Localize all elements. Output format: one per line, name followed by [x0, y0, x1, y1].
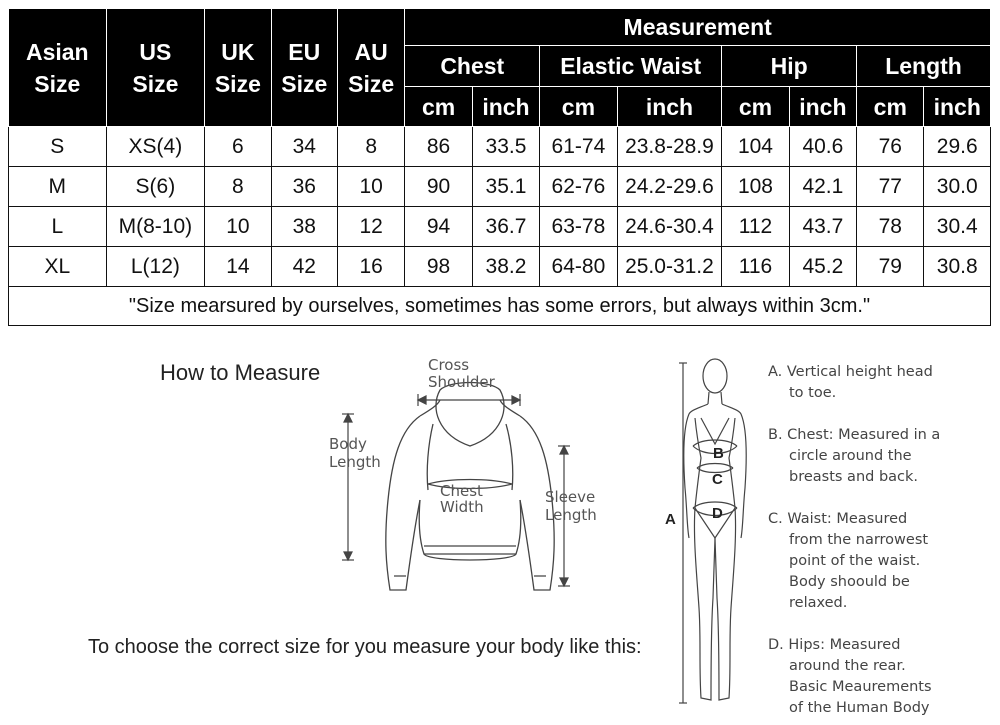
legend-entry-c	[768, 509, 928, 614]
header-unit: inch	[472, 87, 539, 127]
table-row	[9, 247, 991, 287]
instruction-text: To choose the correct size for you measure your body like this:	[88, 636, 642, 658]
label-b: B	[713, 445, 724, 462]
table-row	[9, 127, 991, 167]
table-cell: 33.5	[472, 127, 539, 167]
header-unit: inch	[617, 87, 722, 127]
table-cell: 43.7	[789, 207, 856, 247]
table-cell: 61-74	[540, 127, 617, 167]
table-cell: 8	[205, 167, 271, 207]
table-cell: 8	[337, 127, 404, 167]
table-cell: 63-78	[540, 207, 617, 247]
header-us-size: US Size	[106, 9, 205, 127]
header-unit: cm	[540, 87, 617, 127]
header-eu-size: EU Size	[271, 9, 337, 127]
label-a: A	[665, 511, 676, 528]
legend-entry-d	[768, 635, 932, 719]
table-cell: 34	[271, 127, 337, 167]
table-cell: 24.2-29.6	[617, 167, 722, 207]
table-cell: 30.8	[924, 247, 991, 287]
legend-line: circle around the	[789, 448, 912, 464]
legend-line: B. Chest: Measured in a	[768, 427, 941, 443]
table-cell: 86	[405, 127, 472, 167]
table-cell: 24.6-30.4	[617, 207, 722, 247]
table-cell: M(8-10)	[106, 207, 205, 247]
header-unit: inch	[924, 87, 991, 127]
table-cell: 36.7	[472, 207, 539, 247]
legend-line: A. Vertical height head	[768, 364, 933, 380]
table-cell: 42.1	[789, 167, 856, 207]
table-cell: 40.6	[789, 127, 856, 167]
table-note: "Size mearsured by ourselves, sometimes has some errors, but always within 3cm."	[9, 287, 991, 326]
table-cell: 78	[857, 207, 924, 247]
table-cell: 62-76	[540, 167, 617, 207]
header-asian-size: Asian Size	[9, 9, 107, 127]
header-unit: cm	[857, 87, 924, 127]
table-cell: 30.4	[924, 207, 991, 247]
body-length-label-2: Length	[329, 453, 381, 471]
legend-line: Body shoould be	[789, 574, 910, 590]
body-measure-diagram	[655, 348, 765, 725]
table-cell: S(6)	[106, 167, 205, 207]
header-hip: Hip	[722, 46, 857, 87]
table-cell: 10	[337, 167, 404, 207]
table-cell: L	[9, 207, 107, 247]
table-cell: 23.8-28.9	[617, 127, 722, 167]
how-to-measure-title: How to Measure	[160, 360, 321, 385]
label-c: C	[712, 471, 723, 488]
table-cell: 98	[405, 247, 472, 287]
table-cell: 38	[271, 207, 337, 247]
header-measurement: Measurement	[405, 9, 991, 46]
table-cell: 10	[205, 207, 271, 247]
header-unit: cm	[405, 87, 472, 127]
header-elastic-waist: Elastic Waist	[540, 46, 722, 87]
table-cell: 12	[337, 207, 404, 247]
table-cell: 29.6	[924, 127, 991, 167]
header-chest: Chest	[405, 46, 540, 87]
table-cell: XL	[9, 247, 107, 287]
table-cell: 90	[405, 167, 472, 207]
table-cell: 64-80	[540, 247, 617, 287]
table-row	[9, 167, 991, 207]
table-cell: 45.2	[789, 247, 856, 287]
table-cell: 112	[722, 207, 789, 247]
table-cell: S	[9, 127, 107, 167]
legend-entry-a	[768, 362, 933, 404]
human-body-outline	[684, 359, 746, 700]
size-table-body	[9, 127, 991, 326]
table-cell: XS(4)	[106, 127, 205, 167]
legend-line: from the narrowest	[789, 532, 929, 548]
legend-line: C. Waist: Measured	[768, 511, 908, 527]
table-cell: 116	[722, 247, 789, 287]
header-unit: cm	[722, 87, 789, 127]
table-cell: 77	[857, 167, 924, 207]
table-cell: 42	[271, 247, 337, 287]
body-length-label-1: Body	[329, 435, 367, 453]
header-length: Length	[857, 46, 991, 87]
table-cell: 16	[337, 247, 404, 287]
table-cell: 104	[722, 127, 789, 167]
shirt-measure-diagram	[320, 350, 620, 600]
legend-line: around the rear.	[789, 658, 906, 674]
table-cell: L(12)	[106, 247, 205, 287]
table-cell: 76	[857, 127, 924, 167]
legend-line: breasts and back.	[789, 469, 919, 485]
table-cell: 36	[271, 167, 337, 207]
sleeve-length-label-2: Length	[545, 506, 597, 524]
table-cell: 35.1	[472, 167, 539, 207]
table-cell: 38.2	[472, 247, 539, 287]
cross-shoulder-label-1: Cross	[428, 356, 470, 374]
header-unit: inch	[789, 87, 856, 127]
legend-line: relaxed.	[789, 595, 848, 611]
sleeve-length-label-1: Sleeve	[545, 488, 596, 506]
legend-line: of the Human Body	[789, 700, 930, 716]
legend-entry-b	[768, 425, 940, 488]
table-cell: 6	[205, 127, 271, 167]
table-cell: 108	[722, 167, 789, 207]
label-d: D	[712, 505, 723, 522]
header-au-size: AU Size	[337, 9, 404, 127]
size-chart-table	[8, 8, 991, 326]
table-cell: 79	[857, 247, 924, 287]
table-cell: 25.0-31.2	[617, 247, 722, 287]
table-cell: 30.0	[924, 167, 991, 207]
table-cell: 94	[405, 207, 472, 247]
chest-width-label-1: Chest	[440, 482, 483, 500]
table-cell: M	[9, 167, 107, 207]
legend-line: Basic Meaurements	[789, 679, 932, 695]
table-cell: 14	[205, 247, 271, 287]
legend-line: D. Hips: Measured	[768, 637, 901, 653]
chest-width-label-2: Width	[440, 498, 484, 516]
table-row	[9, 207, 991, 247]
cross-shoulder-label-2: Shoulder	[428, 373, 495, 391]
legend-line: point of the waist.	[789, 553, 921, 569]
legend-line: to toe.	[789, 385, 837, 401]
header-uk-size: UK Size	[205, 9, 271, 127]
